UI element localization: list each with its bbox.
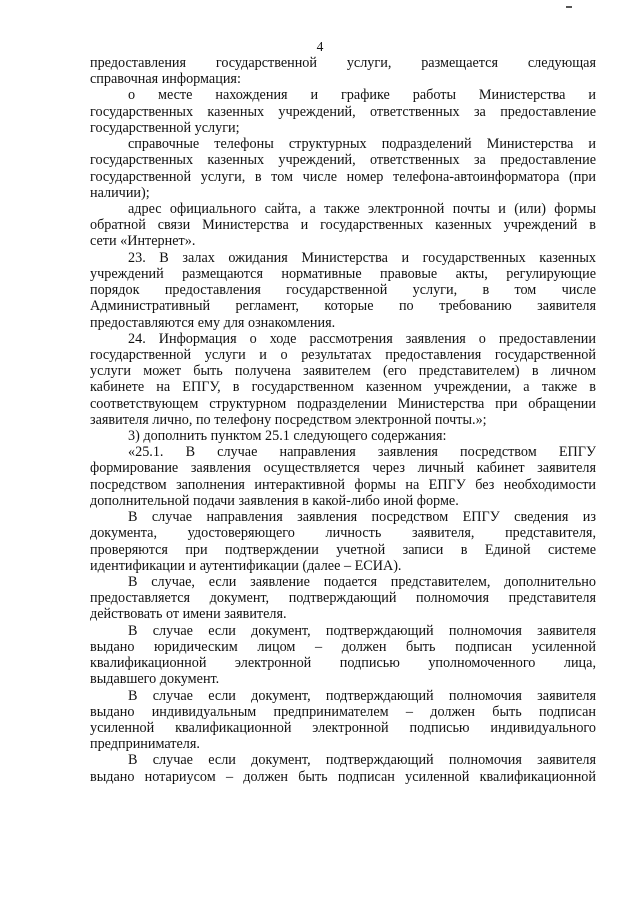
text-line: государственной услуги, в том числе номер телефона-автоинформатора (при (90, 168, 596, 185)
text-line: предоставления государственной услуги, размещается следующая (90, 55, 596, 71)
text-line: формирование заявления осуществляется через личный кабинет заявителя (90, 460, 596, 477)
text-line: предоставляется документ, подтверждающий полномочия представителя (90, 590, 596, 607)
paragraph (90, 428, 596, 444)
text-line: В случае если документ, подтверждающий полномочия заявителя (128, 622, 596, 639)
text-line: квалификационной электронной подписью уполномоченного лица, (90, 655, 596, 672)
text-line: проверяются при подтверждении учетной записи в Единой системе (90, 541, 596, 558)
paragraph (90, 509, 596, 574)
text-line: о месте нахождения и графике работы Министерства и (128, 87, 596, 104)
text-line: 3) дополнить пунктом 25.1 следующего содержания: (128, 428, 447, 445)
paragraph (90, 623, 596, 688)
text-line: предоставляются ему для ознакомления. (90, 314, 336, 331)
text-line: выдано индивидуальным предпринимателем – должен быть подписан (90, 703, 596, 720)
text-line: справочные телефоны структурных подразделений Министерства и (128, 136, 596, 153)
text-line: «25.1. В случае направления заявления посредством ЕПГУ (128, 444, 596, 461)
paragraph (90, 250, 596, 331)
paragraph (90, 55, 596, 87)
text-line: порядок предоставления государственной услуги, в том числе (90, 282, 596, 299)
text-line: В случае направления заявления посредством ЕПГУ сведения из (128, 509, 596, 526)
paragraph (90, 688, 596, 753)
text-line: адрес официального сайта, а также электронной почты и (или) формы (128, 200, 596, 217)
scan-mark (566, 6, 572, 8)
text-line: государственных казенных учреждений, ответственных за предоставление (90, 103, 596, 120)
text-line: 23. В залах ожидания Министерства и государственных казенных (128, 249, 596, 266)
text-line: выдано юридическим лицом – должен быть подписан усиленной (90, 638, 596, 655)
text-line: дополнительной подачи заявления в какой-либо иной форме. (90, 492, 459, 509)
text-line: В случае, если заявление подается представителем, дополнительно (128, 574, 596, 590)
text-line: посредством заполнения интерактивной формы на ЕПГУ без необходимости (90, 476, 596, 493)
text-line: справочная информация: (90, 71, 241, 88)
text-line: действовать от имени заявителя. (90, 606, 287, 623)
text-line: услуги может быть получена заявителем (его представителем) в личном (90, 363, 596, 380)
text-line: кабинете на ЕПГУ, в государственном казенном учреждении, а также в (90, 379, 596, 396)
text-line: В случае если документ, подтверждающий полномочия заявителя (128, 752, 596, 769)
paragraph (90, 201, 596, 250)
text-line: наличии); (90, 184, 150, 201)
text-line: выдано нотариусом – должен быть подписан усиленной квалификационной (90, 768, 596, 785)
text-line: государственной услуги; (90, 119, 240, 136)
paragraph (90, 136, 596, 201)
paragraph (90, 752, 596, 784)
text-line: заявителя лично, по телефону посредством электронной почты.»; (90, 411, 487, 428)
page-number: 4 (316, 39, 324, 54)
paragraph (90, 87, 596, 136)
text-line: государственной услуги и о результатах предоставления государственной (90, 346, 596, 363)
text-line: сети «Интернет». (90, 233, 196, 250)
text-line: государственных казенных учреждений, ответственных за предоставление (90, 152, 596, 169)
text-line: документа, удостоверяющего личность заявителя, представителя, (90, 525, 596, 542)
text-line: 24. Информация о ходе рассмотрения заявления о предоставлении (128, 330, 596, 347)
text-line: обратной связи Министерства и государственных казенных учреждений в (90, 217, 596, 234)
text-line: В случае если документ, подтверждающий полномочия заявителя (128, 687, 596, 704)
text-line: выдавшего документ. (90, 671, 220, 688)
text-line: учреждений размещаются нормативные правовые акты, регулирующие (90, 265, 596, 282)
paragraph (90, 444, 596, 509)
paragraph (90, 331, 596, 428)
text-line: предпринимателя. (90, 736, 200, 753)
text-line: соответствующем структурном подразделении Министерства при обращении (90, 395, 596, 412)
text-line: усиленной квалификационной электронной подписью индивидуального (90, 719, 596, 736)
paragraph (90, 574, 596, 623)
document-body (90, 55, 596, 785)
text-line: идентификации и аутентификации (далее – ЕСИА). (90, 557, 402, 574)
text-line: Административный регламент, которые по требованию заявителя (90, 298, 596, 315)
